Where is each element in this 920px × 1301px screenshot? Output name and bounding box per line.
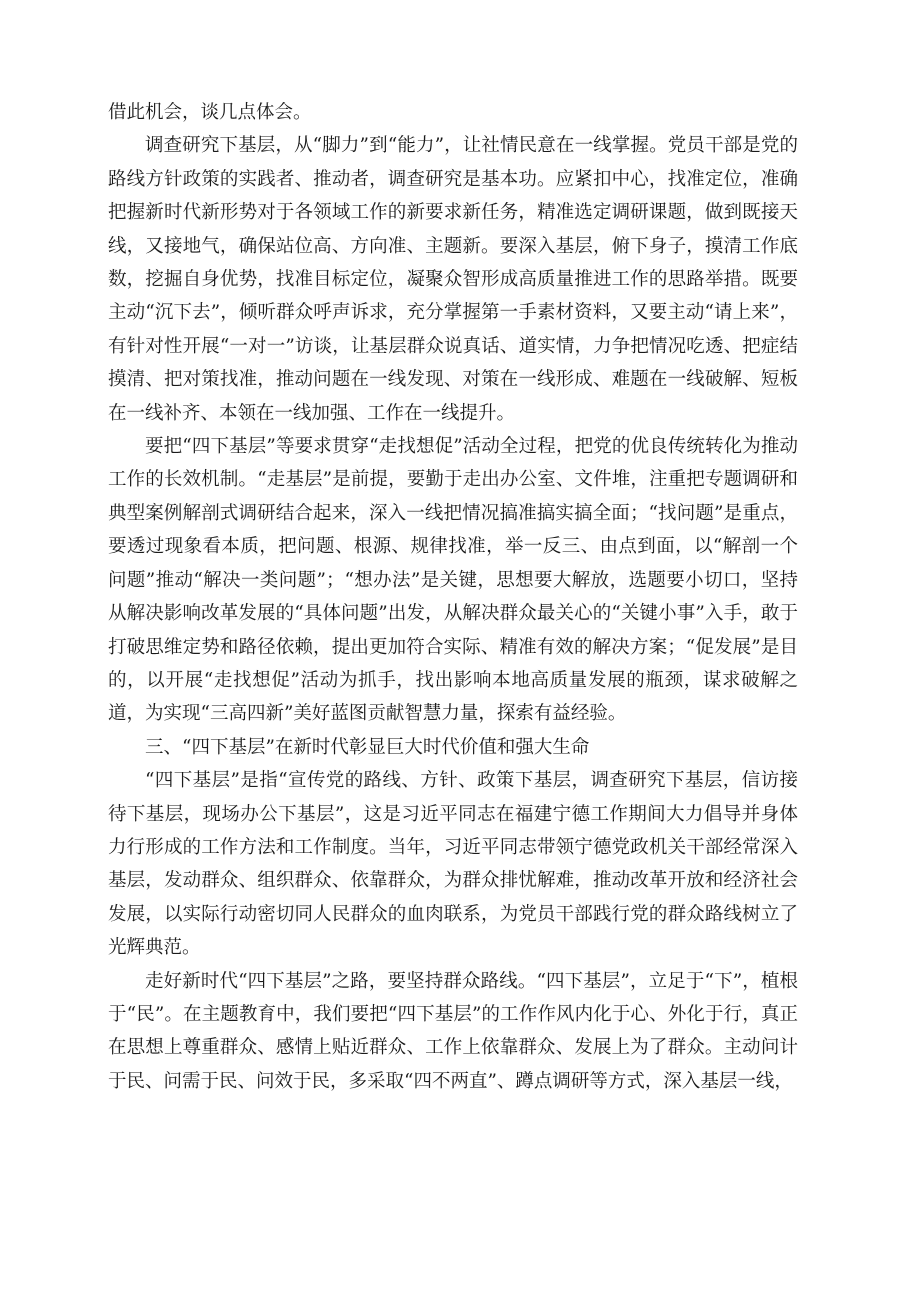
document-body	[108, 96, 798, 1098]
paragraph-mass-line: 走好新时代“四下基层”之路，要坚持群众路线。“四下基层”，立足于“下”，植根于“民”。在主题教育中，我们要把“四下基层”的工作作风内化于心、外化于行，真正在思想上尊重群众、感情上贴近群众、工作上依靠群众、发展上为了群众。主动问计于民、问需于民、问效于民，多采取“四不两直”、蹲点调研等方式，深入基层一线，	[108, 970, 798, 1092]
paragraph-four-down: 要把“四下基层”等要求贯穿“走找想促”活动全过程，把党的优良传统转化为推动工作的长效机制。“走基层”是前提，要勤于走出办公室、文件堆，注重把专题调研和典型案例解剖式调研结合起来，深入一线把情况搞准搞实搞全面；“找问题”是重点，要透过现象看本质，把问题、根源、规律找准，举一反三、由点到面，以“解剖一个问题”推动“解决一类问题”；“想办法”是关键，思想要大解放，选题要小切口，坚持从解决影响改革发展的“具体问题”出发，从解决群众最关心的“关键小事”入手，敢于打破思维定势和路径依赖，提出更加符合实际、精准有效的解决方案；“促发展”是目的，以开展“走找想促”活动为抓手，找出影响本地高质量发展的瓶颈，谋求破解之道，为实现“三高四新”美好蓝图贡献智慧力量，探索有益经验。	[108, 436, 798, 725]
section-heading: 三、“四下基层”在新时代彰显巨大时代价值和强大生命	[145, 736, 590, 758]
paragraph-research: 调查研究下基层，从“脚力”到“能力”，让社情民意在一线掌握。党员干部是党的路线方针政策的实践者、推动者，调查研究是基本功。应紧扣中心，找准定位，准确把握新时代新形势对于各领域工作的新要求新任务，精准选定调研课题，做到既接天线，又接地气，确保站位高、方向准、主题新。要深入基层，俯下身子，摸清工作底数，挖掘自身优势，找准目标定位，凝聚众智形成高质量推进工作的思路举措。既要主动“沉下去”，倾听群众呼声诉求，充分掌握第一手素材资料，又要主动“请上来”，有针对性开展“一对一”访谈，让基层群众说真话、道实情，力争把情况吃透、把症结摸清、把对策找准，推动问题在一线发现、对策在一线形成、难题在一线破解、短板在一线补齐、本领在一线加强、工作在一线提升。	[108, 135, 798, 424]
paragraph-definition: “四下基层”是指“宣传党的路线、方针、政策下基层，调查研究下基层，信访接待下基层，现场办公下基层”，这是习近平同志在福建宁德工作期间大力倡导并身体力行形成的工作方法和工作制度。当年，习近平同志带领宁德党政机关干部经常深入基层，发动群众、组织群众、依靠群众，为群众排忧解难，推动改革开放和经济社会发展，以实际行动密切同人民群众的血肉联系，为党员干部践行党的群众路线树立了光辉典范。	[108, 770, 798, 959]
paragraph-intro: 借此机会，谈几点体会。	[108, 102, 312, 123]
